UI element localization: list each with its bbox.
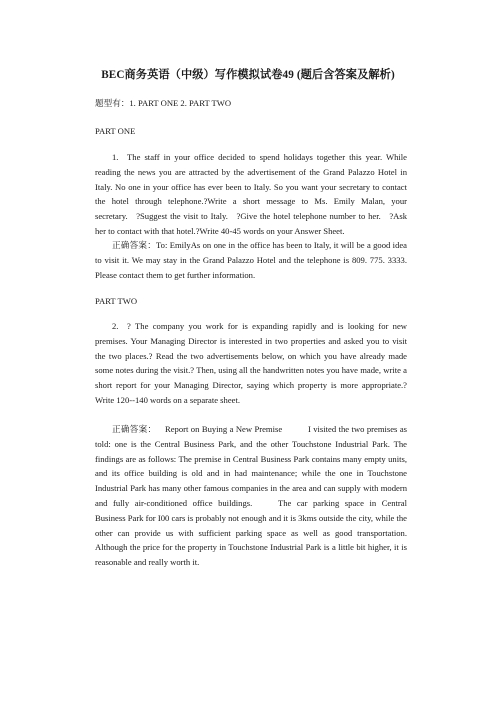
part-two-answer: 正确答案： Report on Buying a New Premise I visited the two premises as told: one is the Central Business Park, and the other Touchstone Industrial Park. The findings are as follows: The premise in Central Business Park contains many empty units, and its office building is old and in had maintenance; while the one in Touchstone Industrial Park has many other famous companies in the area and can supply with modern and fully air-conditioned office buildings. The car parking space in Central Business Park for I00 cars is probably not enough and it is 3kms outside the city, while the other can provide us with sufficient parking space as well as good transportation. Although the price for the property in Touchstone Industrial Park is a little bit higher, it is reasonable and really worth it. xyxy=(95,424,407,568)
part-two-heading: PART TWO xyxy=(95,296,138,306)
part-one-question: 1. The staff in your office decided to spend holidays together this year. While reading the news you are attracted by the advertisement of the Grand Palazzo Hotel in Italy. No one in your office has ever been to Italy. So you want your secretary to contact the hotel through telephone.?Write a short message to Ms. Emily Malan, your secretary. ?Suggest the visit to Italy. ?Give the hotel telephone number to her. ?Ask her to contact with that hotel.?Write 40-45 words on your Answer Sheet. xyxy=(95,152,407,236)
question-types: 题型有：1. PART ONE 2. PART TWO xyxy=(95,98,232,108)
document-title: BEC商务英语（中级）写作模拟试卷49 (题后含答案及解析) xyxy=(101,69,395,81)
part-one-answer: 正确答案：To: EmilyAs on one in the office has been to Italy, it will be a good idea to visit it. We may stay in the Grand Palazzo Hotel and the telephone is 809. 775. 3333. Please contact them to get further information. xyxy=(95,240,407,280)
part-two-question: 2. ? The company you work for is expanding rapidly and is looking for new premises. Your Managing Director is interested in two properties and asked you to visit the two places.? Read the two advertisements below, on which you have already made some notes during the visit.? Then, using all the handwritten notes you have made, write a short report for your Managing Director, saying which property is more appropriate.? Write 120--140 words on a separate sheet. xyxy=(95,321,407,405)
part-one-heading: PART ONE xyxy=(95,126,136,136)
